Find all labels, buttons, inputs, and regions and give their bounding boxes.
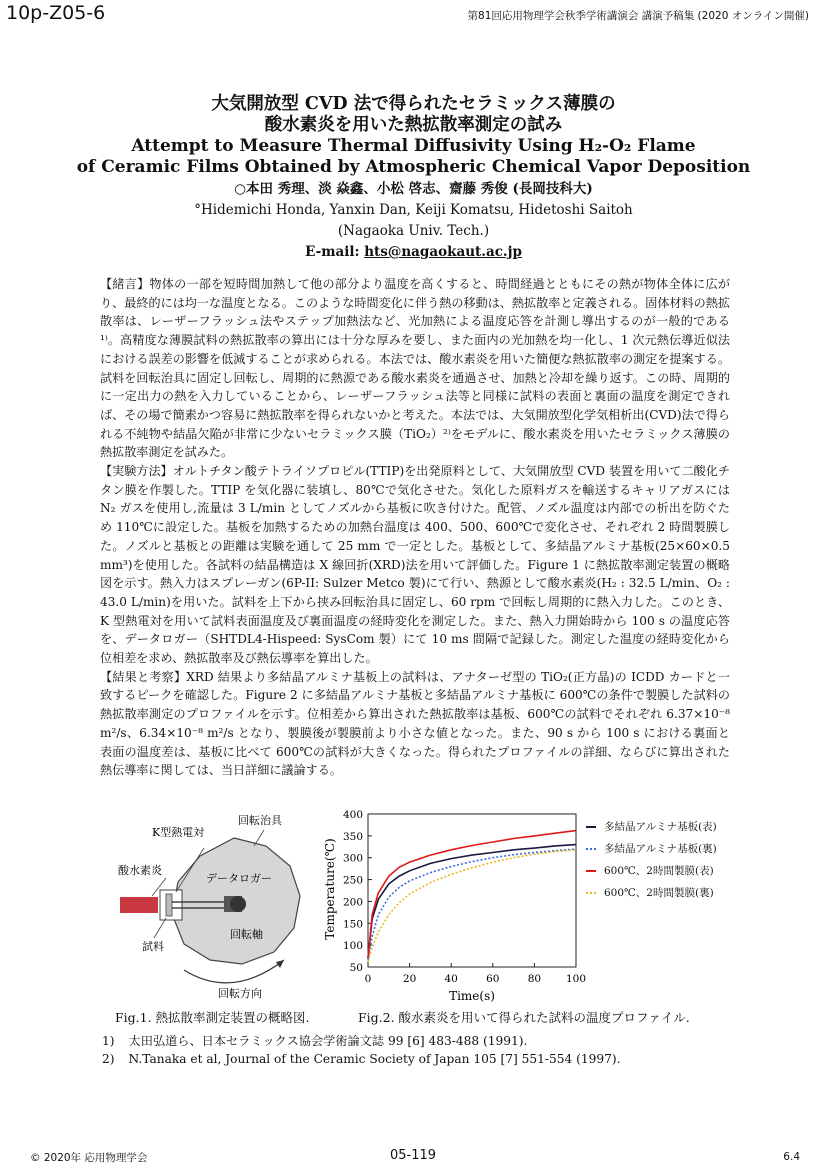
title-block bbox=[0, 94, 827, 263]
chart-legend bbox=[586, 816, 717, 904]
legend-item bbox=[586, 838, 717, 860]
body-text bbox=[100, 275, 730, 780]
methods-paragraph: 【実験方法】オルトチタン酸テトライソプロピル(TTIP)を出発原料として、大気開放型 CVD 装置を用いて二酸化チタン膜を作製した。TTIP を気化器に装填し、80℃で気化させた。気化した原料ガスを輸送するキャリアガスには N₂ ガスを使用し,流量は 3 L/min としてノズルから基板に吹き付けた。配管、ノズル温度は内部での析出を防ぐため 110℃に設定した。基板を加熱するための加熱台温度は 400、500、600℃で変化させ、それぞれ 2 時間製膜した。ノズルと基板との距離は実験を通して 25 mm で一定とした。基板として、多結晶アルミナ基板(25×60×0.5 mm³)を使用した。各試料の結晶構造は X 線回折(XRD)法を用いて評価した。Figure 1 に熱拡散率測定装置の概略図を示す。熱入力はスプレーガン(6P-II: Sulzer Metco 製)にて行い、熱源として酸水素炎(H₂ : 32.5 L/min、O₂ : 43.0 L/min)を用いた。試料を上下から挟み回転治具に固定し、60 rpm で回転し周期的に熱入力した。このとき、K 型熱電対を用いて試料表面温度及び裏面温度の経時変化を測定した。また、熱入力開始時から 100 s の温度応答を、データロガー（SHTDL4-Hispeed: SysCom 製）にて 10 ms 間隔で記録した。測定した温度の経時変化から位相差を求め、熱拡散率及び熱伝導率を算出した。 bbox=[100, 464, 730, 666]
y-tick-label: 200 bbox=[342, 896, 363, 909]
footer-copyright: © 2020年 応用物理学会 bbox=[30, 1152, 148, 1164]
email-link[interactable]: hts@nagaokaut.ac.jp bbox=[364, 244, 522, 260]
y-tick-label: 250 bbox=[342, 874, 363, 887]
rotation-axis-shape bbox=[230, 896, 246, 912]
results-paragraph: 【結果と考察】XRD 結果より多結晶アルミナ基板上の試料は、アナターゼ型の TiO₂(正方晶)の ICDD カードと一致するピークを確認した。Figure 2 に多結晶アルミナ基板と多結晶アルミナ基板に 600℃の条件で製膜した試料の熱拡散率測定のプロファイルを示す。位相差から算出された熱拡散率は基板、600℃の試料でそれぞれ 6.37×10⁻⁸ m²/s、6.34×10⁻⁸ m²/s となり、製膜後が製膜前より小さな値となった。また、90 s から 100 s における裏面と表面の温度差は、基板に比べて 600℃の試料が大きくなった。得られたプロファイルの詳細、ならびに算出された熱伝導率に関しては、当日詳細に議論する。 bbox=[100, 669, 730, 778]
x-tick-label: 20 bbox=[402, 973, 417, 985]
reference-item bbox=[102, 1032, 621, 1050]
x-tick-label: 80 bbox=[527, 973, 542, 985]
title-ja-line2: 酸水素炎を用いた熱拡散率測定の試み bbox=[264, 115, 563, 135]
reference-text: 太田弘道ら、日本セラミックス協会学術論文誌 99 [6] 483-488 (1991). bbox=[128, 1034, 528, 1048]
legend-label-3: 600℃、2時間製膜(裏) bbox=[604, 887, 714, 899]
legend-swatch-2 bbox=[586, 870, 596, 872]
x-tick-label: 100 bbox=[565, 973, 587, 985]
label-axis: 回転軸 bbox=[230, 928, 263, 941]
email-label: E-mail: bbox=[305, 244, 365, 260]
series-line-0 bbox=[368, 845, 576, 959]
footer-section: 6.4 bbox=[783, 1151, 800, 1163]
label-sample: 試料 bbox=[142, 940, 164, 953]
paper-code: 10p-Z05-6 bbox=[6, 2, 106, 24]
y-tick-label: 50 bbox=[349, 962, 363, 974]
conference-header: 第81回応用物理学会秋季学術講演会 講演予稿集 (2020 オンライン開催) bbox=[467, 10, 809, 22]
reference-item bbox=[102, 1050, 621, 1068]
flame-shape bbox=[120, 897, 158, 913]
legend-swatch-0 bbox=[586, 826, 596, 828]
title-en-line2: of Ceramic Films Obtained by Atmospheric Chemical Vapor Deposition bbox=[76, 157, 751, 177]
legend-swatch-3 bbox=[586, 892, 596, 894]
intro-paragraph: 【緒言】物体の一部を短時間加熱して他の部分より温度を高くすると、時間経過とともにその熱が物体全体に広がり、最終的には均一な温度となる。このような時間変化に伴う熱の移動は、熱拡散率と定義される。固体材料の熱拡散率は、レーザーフラッシュ法やステップ加熱法など、光加熱による温度応答を計測し導出するのが一般的である¹⁾。高精度な薄膜試料の熱拡散率の算出には十分な厚みを要し、また面内の光加熱を均一化し、1 次元熱伝導近似法における誤差の影響を低減することが求められる。本法では、酸水素炎を用いた簡便な熱拡散率の測定を提案する。試料を回転治具に固定し回転し、周期的に熱源である酸水素炎を通過させ、加熱と冷却を繰り返す。この時、周期的に一定出力の熱を入力していることから、レーザーフラッシュ法等と同様に試料の表面と裏面の温度を測定できれば、その場で簡素かつ容易に熱拡散率を得られないかと考えた。本法では、大気開放型化学気相析出(CVD)法で得られる不純物や結晶欠陥が非常に少ないセラミックス膜（TiO₂）²⁾をモデルに、酸水素炎を用いたセラミックス薄膜の熱拡散率測定を試みた。 bbox=[100, 277, 730, 460]
x-tick-label: 0 bbox=[364, 973, 372, 985]
label-logger: データロガー bbox=[206, 872, 272, 885]
reference-number: 2) bbox=[102, 1052, 115, 1066]
x-tick-label: 60 bbox=[486, 973, 500, 985]
legend-label-0: 多結晶アルミナ基板(表) bbox=[604, 821, 717, 833]
legend-label-2: 600℃、2時間製膜(表) bbox=[604, 865, 714, 877]
y-tick-label: 300 bbox=[342, 852, 363, 865]
email-line bbox=[0, 242, 827, 263]
figure-1-schematic bbox=[114, 810, 314, 1000]
label-jig: 回転治具 bbox=[238, 814, 282, 827]
reference-number: 1) bbox=[102, 1034, 115, 1048]
legend-item bbox=[586, 882, 717, 904]
chart-ylabel: Temperature(℃) bbox=[323, 838, 337, 940]
label-direction: 回転方向 bbox=[218, 987, 262, 1000]
figure-1-caption: Fig.1. 熱拡散率測定装置の概略図. bbox=[115, 1010, 310, 1025]
title-ja-line1: 大気開放型 CVD 法で得られたセラミックス薄膜の bbox=[211, 94, 616, 114]
label-flame: 酸水素炎 bbox=[118, 864, 162, 877]
y-tick-label: 150 bbox=[342, 918, 363, 931]
title-en-line1: Attempt to Measure Thermal Diffusivity Using H₂-O₂ Flame bbox=[131, 136, 696, 156]
references bbox=[102, 1032, 621, 1068]
x-tick-label: 40 bbox=[444, 973, 458, 985]
series-line-1 bbox=[368, 849, 576, 960]
legend-item bbox=[586, 816, 717, 838]
series-line-2 bbox=[368, 831, 576, 958]
figure-2-caption: Fig.2. 酸水素炎を用いて得られた試料の温度プロファイル. bbox=[358, 1010, 690, 1025]
authors-ja: ○本田 秀理、淡 焱鑫、小松 啓志、齋藤 秀俊 (長岡技科大) bbox=[234, 181, 593, 197]
affiliation: (Nagaoka Univ. Tech.) bbox=[337, 223, 490, 239]
legend-swatch-1 bbox=[586, 848, 596, 850]
y-tick-label: 350 bbox=[342, 830, 363, 843]
figure-2-chart bbox=[320, 804, 588, 1004]
plot-frame bbox=[368, 814, 576, 967]
legend-item bbox=[586, 860, 717, 882]
y-tick-label: 400 bbox=[342, 809, 363, 821]
authors-en: °Hidemichi Honda, Yanxin Dan, Keiji Komatsu, Hidetoshi Saitoh bbox=[194, 202, 633, 218]
reference-text: N.Tanaka et al, Journal of the Ceramic Society of Japan 105 [7] 551-554 (1997). bbox=[128, 1052, 621, 1066]
footer-page-number: 05-119 bbox=[390, 1148, 437, 1163]
sample-shape bbox=[166, 894, 172, 916]
legend-label-1: 多結晶アルミナ基板(裏) bbox=[604, 843, 717, 855]
label-thermocouple: K型熱電対 bbox=[152, 826, 205, 839]
chart-xlabel: Time(s) bbox=[449, 989, 495, 1003]
y-tick-label: 100 bbox=[342, 940, 363, 953]
